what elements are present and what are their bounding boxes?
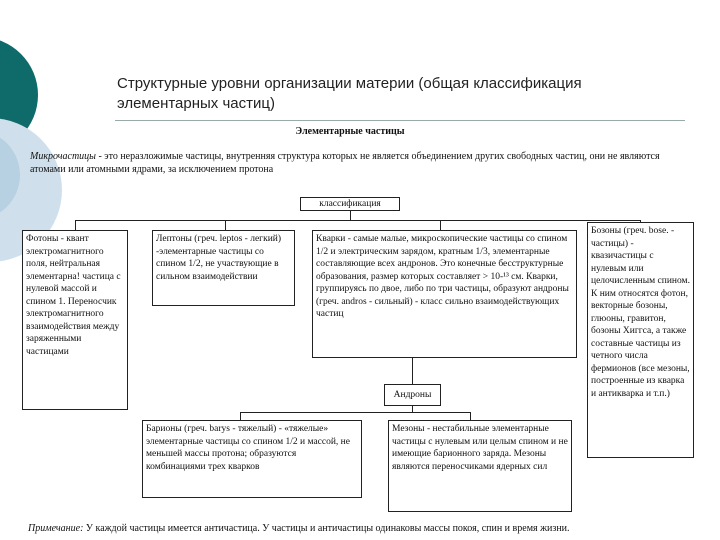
page-title: Структурные уровни организации материи (общая классификация элементарных частиц) xyxy=(117,75,582,112)
classification-box: классификация xyxy=(300,197,400,211)
leptons-box: Лептоны (греч. leptos - легкий) -элементарные частицы со спином 1/2, не участвующие в сильном взаимодействии xyxy=(152,230,295,306)
connector-baryons xyxy=(240,412,241,420)
connector-hadrons-split xyxy=(240,412,470,413)
connector-photons xyxy=(75,220,76,230)
baryons-box: Барионы (греч. barys - тяжелый) - «тяжелые» элементарные частицы со спином 1/2 и массой, не меньшей массы протона; образуются комбинациями трех кварков xyxy=(142,420,362,498)
note-label: Примечание: xyxy=(28,523,84,534)
intro-term: Микрочастицы xyxy=(30,151,96,162)
bosons-box: Бозоны (греч. bose. - частицы) - квазичастицы с нулевым или целочисленным спином. К ним относятся фотон, векторные бозоны, глюоны, гравитон, бозоны Хиггса, а также составные частицы из четного числа фермионов (все мезоны, построенные из кварка и антикварка и т.п.) xyxy=(587,222,694,458)
quarks-box: Кварки - самые малые, микроскопические частицы со спином 1/2 и электрическим зарядом, кратным 1/3, элементарные составляющие всех андронов. Это конечные бесструктурные образования, размер которых составляет > 10-¹³ см. Кварки, группируясь по двое, либо по три частицы, образуют андроны (греч. andros - сильный) - класс сильно взаимодействующих частиц xyxy=(312,230,577,358)
note-text: У каждой частицы имеется античастица. У частицы и античастицы одинаковы массы покоя, спин и время жизни. xyxy=(83,523,570,534)
section-heading: Элементарные частицы xyxy=(295,126,405,137)
footnote xyxy=(28,522,698,535)
title-divider xyxy=(115,120,685,121)
intro-paragraph xyxy=(30,150,690,176)
connector-class-down xyxy=(350,210,351,220)
connector-leptons xyxy=(225,220,226,230)
connector-quarks xyxy=(440,220,441,230)
connector-quarks-hadrons xyxy=(412,358,413,384)
connector-horizontal xyxy=(75,220,640,221)
photons-box: Фотоны - квант электромагнитного поля, нейтральная элементарна! частица с нулевой массой и спином 1. Переносчик электромагнитного взаимодействия между заряженными частицами xyxy=(22,230,128,410)
hadrons-box: Андроны xyxy=(384,384,441,406)
connector-mesons xyxy=(470,412,471,420)
intro-text: - это неразложимые частицы, внутренняя структура которых не является объединением других свободных частиц, они не являются атомами или атомными ядрами, за исключением протона xyxy=(30,151,660,175)
mesons-box: Мезоны - нестабильные элементарные частицы с нулевым или целым спином и не имеющие барионного заряда. Мезоны являются переносчиками ядерных сил xyxy=(388,420,572,512)
